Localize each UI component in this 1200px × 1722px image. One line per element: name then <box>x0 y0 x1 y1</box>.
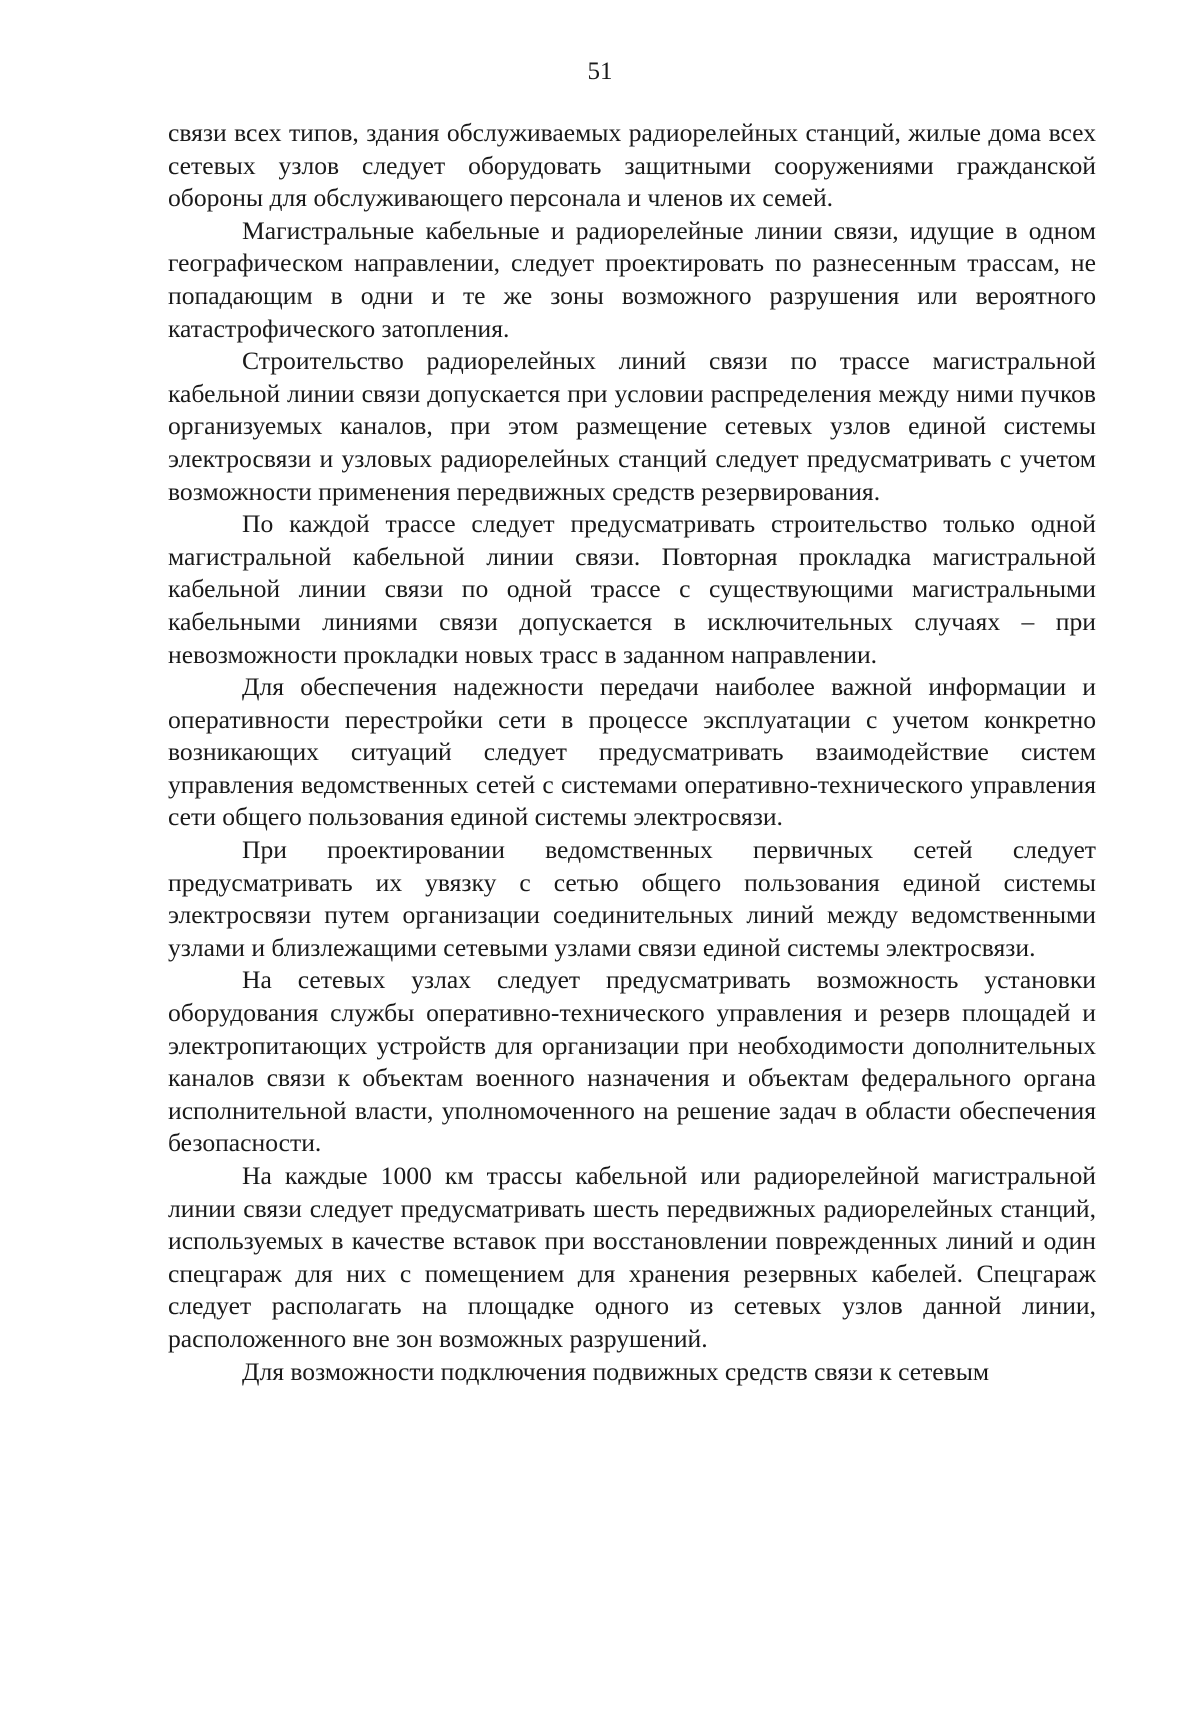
paragraph-continuation: связи всех типов, здания обслуживаемых радиорелейных станций, жилые дома всех сетевых узлов следует оборудовать защитными сооружениями гражданской обороны для обслуживающего персонала и членов их семей. <box>168 118 1096 213</box>
page-number: 51 <box>587 58 613 85</box>
paragraph-radio-relay-construction: Строительство радиорелейных линий связи по трассе магистральной кабельной линии связи допускается при условии распределения между ними пучков организуемых каналов, при этом размещение сетевых узлов единой системы электросвязи и узловых радиорелейных станций следует предусматривать с учетом возможности применения передвижных средств резервирования. <box>168 346 1096 506</box>
paragraph-departmental-networks: При проектировании ведомственных первичных сетей следует предусматривать их увязку с сетью общего пользования единой системы электросвязи путем организации соединительных линий между ведомственными узлами и близлежащими сетевыми узлами связи единой системы электросвязи. <box>168 835 1096 962</box>
document-body <box>168 117 1096 1388</box>
paragraph-single-cable-per-route: По каждой трассе следует предусматривать строительство только одной магистральной кабельной линии связи. Повторная прокладка магистральной кабельной линии связи по одной трассе с существующими магистральными кабельными линиями связи допускается в исключительных случаях – при невозможности прокладки новых трасс в заданном направлении. <box>168 509 1096 669</box>
paragraph-reliability-interaction: Для обеспечения надежности передачи наиболее важной информации и оперативности перестройки сети в процессе эксплуатации с учетом конкретно возникающих ситуаций следует предусматривать взаимодействие систем управления ведомственных сетей с системами оперативно-технического управления сети общего пользования единой системы электросвязи. <box>168 672 1096 832</box>
paragraph-mobile-connection: Для возможности подключения подвижных средств связи к сетевым <box>242 1356 990 1386</box>
paragraph-network-nodes-equipment: На сетевых узлах следует предусматривать возможность установки оборудования службы оперативно-технического управления и резерв площадей и электропитающих устройств для организации при необходимости дополнительных каналов связи к объектам военного назначения и объектам федерального органа исполнительной власти, уполномоченного на решение задач в области обеспечения безопасности. <box>168 965 1096 1158</box>
paragraph-mobile-relay-stations: На каждые 1000 км трассы кабельной или радиорелейной магистральной линии связи следует предусматривать шесть передвижных радиорелейных станций, используемых в качестве вставок при восстановлении поврежденных линий и один спецгараж для них с помещением для хранения резервных кабелей. Спецгараж следует располагать на площадке одного из сетевых узлов данной линии, расположенного вне зон возможных разрушений. <box>168 1161 1096 1353</box>
paragraph-trunk-lines-routes: Магистральные кабельные и радиорелейные линии связи, идущие в одном географическом направлении, следует проектировать по разнесенным трассам, не попадающим в одни и те же зоны возможного разрушения или вероятного катастрофического затопления. <box>168 215 1096 343</box>
